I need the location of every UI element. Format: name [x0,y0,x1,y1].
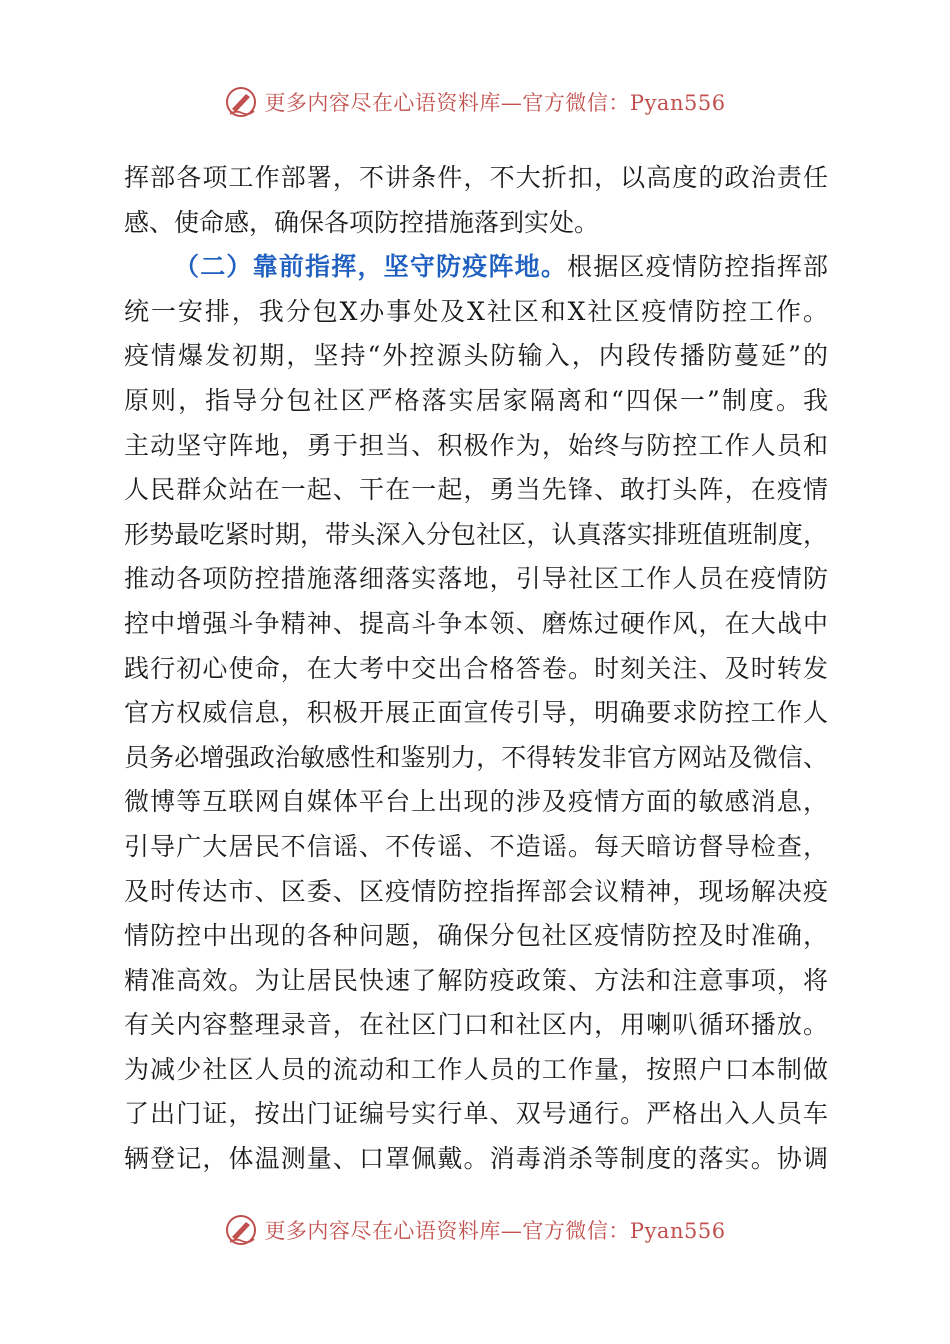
text-line: 了出门证，按出门证编号实行单、双号通行。严格出入人员车 [124,1099,828,1129]
text-line: 推动各项防控措施落细落实落地，引导社区工作人员在疫情防 [124,564,828,594]
section-heading-line [124,245,828,290]
section-heading: （二）靠前指挥，坚守防疫阵地。 [174,252,568,282]
pen-seal-icon [224,1213,258,1247]
text-line: 员务必增强政治敏感性和鉴别力，不得转发非官方网站及微信、 [124,742,828,772]
text-line: 原则，指导分包社区严格落实居家隔离和“四保一”制度。我 [124,385,828,415]
text-line: 感、使命感，确保各项防控措施落到实处。 [124,207,600,237]
body-text [124,156,828,1182]
header-banner-text: 更多内容尽在心语资料库—官方微信：Pyan556 [264,91,726,115]
pen-seal-icon [224,85,258,119]
footer-banner-text: 更多内容尽在心语资料库—官方微信：Pyan556 [264,1219,726,1243]
text-line: 微博等互联网自媒体平台上出现的涉及疫情方面的敏感消息， [124,787,828,817]
text-line: 精准高效。为让居民快速了解防疫政策、方法和注意事项，将 [124,965,828,995]
header-banner [0,80,950,124]
text-line: 引导广大居民不信谣、不传谣、不造谣。每天暗访督导检查， [124,831,828,861]
text-line: 挥部各项工作部署，不讲条件，不大折扣，以高度的政治责任 [124,163,828,192]
text-line: 人民群众站在一起、干在一起，勇当先锋、敢打头阵，在疫情 [124,475,828,505]
text-line: 官方权威信息，积极开展正面宣传引导，明确要求防控工作人 [124,698,828,728]
text-line: 及时传达市、区委、区疫情防控指挥部会议精神，现场解决疫 [124,876,828,906]
footer-banner [0,1208,950,1252]
text-line: 践行初心使命，在大考中交出合格答卷。时刻关注、及时转发 [124,653,828,683]
text-line: 主动坚守阵地，勇于担当、积极作为，始终与防控工作人员和 [124,430,828,460]
text-line: 为减少社区人员的流动和工作人员的工作量，按照户口本制做 [124,1054,828,1084]
text-line: 辆登记，体温测量、口罩佩戴。消毒消杀等制度的落实。协调 [124,1144,828,1174]
text-line: 情防控中出现的各种问题，确保分包社区疫情防控及时准确， [124,921,828,951]
text-line: 统一安排，我分包X办事处及X社区和X社区疫情防控工作。 [124,296,828,326]
text-line: 有关内容整理录音，在社区门口和社区内，用喇叭循环播放。 [124,1010,828,1040]
section-lead: 根据区疫情防控指挥部 [567,252,828,282]
text-line: 疫情爆发初期，坚持“外控源头防输入，内段传播防蔓延”的 [124,341,828,371]
text-line: 控中增强斗争精神、提高斗争本领、磨炼过硬作风，在大战中 [124,608,828,638]
text-line: 形势最吃紧时期，带头深入分包社区，认真落实排班值班制度， [124,519,828,549]
